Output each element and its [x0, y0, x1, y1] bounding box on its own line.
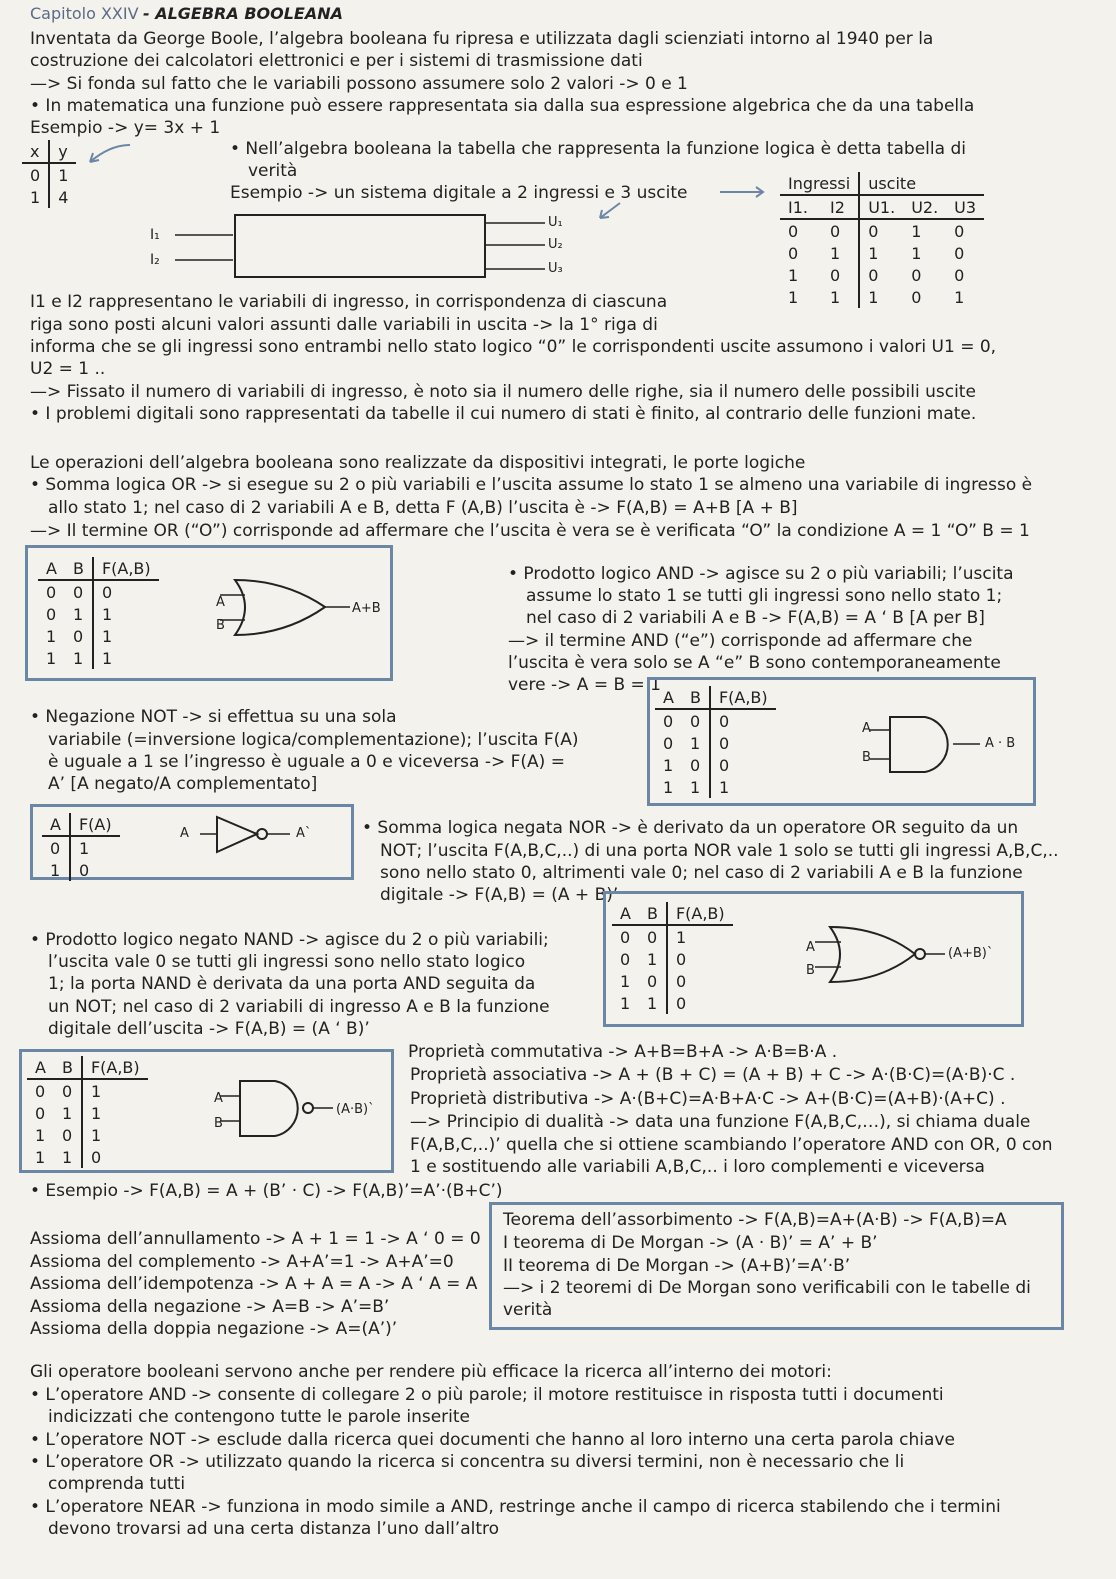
output-label: U₁ — [548, 215, 563, 230]
nand-line-4: un NOT; nel caso di 2 variabili di ingresso A e B la funzione — [48, 997, 550, 1017]
search-line-8: devono trovarsi ad una certa distanza l’uno dall’altro — [48, 1519, 500, 1539]
table-row — [655, 709, 776, 732]
table-cell: 1 — [90, 1081, 102, 1101]
table-row — [780, 219, 984, 242]
table-row — [27, 1079, 148, 1102]
and-line-6: vere -> A = B = 1 — [508, 675, 661, 695]
ops-line-2: • Somma logica OR -> si esegue su 2 o più variabili e l’uscita assume lo stato 1 se almeno una variabile di ingresso è — [30, 475, 1033, 495]
table-cell: 0 — [911, 287, 922, 307]
table-cell: 1 — [663, 755, 674, 775]
not-line-1: • Negazione NOT -> si effettua su una sola — [30, 707, 397, 727]
table-row — [612, 970, 733, 992]
table-cell: 0 — [675, 971, 687, 991]
nor-line-3: sono nello stato 0, altrimenti vale 0; nel caso di 2 variabili A e B la funzione — [380, 863, 1023, 883]
table-cell: 0 — [42, 836, 70, 859]
io-line-6: • I problemi digitali sono rappresentati da tabelle il cui numero di stati è finito, al contrario delle funzioni mate. — [30, 404, 977, 424]
table-cell: 0 — [54, 1124, 82, 1146]
table-cell: 1 — [911, 243, 922, 263]
not-line-3: è uguale a 1 se l’ingresso è uguale a 0 e viceversa -> F(A) = — [48, 752, 565, 772]
table-cell: 0 — [868, 265, 879, 285]
table-cell: 0 — [46, 582, 57, 602]
intro-line-5: Esempio -> y= 3x + 1 — [30, 118, 221, 138]
search-line-7: • L’operatore NEAR -> funziona in modo simile a AND, restringe anche il campo di ricerca stabilendo che i termini — [30, 1497, 1001, 1517]
io-line-2: riga sono posti alcuni valori assunti dalle variabili in uscita -> la 1° riga di — [30, 315, 658, 335]
nor-line-2: NOT; l’uscita F(A,B,C,..) di una porta NOR vale 1 solo se tutti gli ingressi A,B,C,.. — [380, 841, 1059, 861]
table-row — [27, 1124, 148, 1146]
not-gate-icon — [195, 812, 305, 857]
column-header: F(A) — [70, 813, 120, 836]
table-cell: 1 — [54, 1146, 82, 1168]
or-table — [38, 557, 159, 669]
table-cell: 0 — [954, 221, 965, 241]
gate-input-label: B — [216, 618, 225, 633]
not-line-2: variabile (=inversione logica/complementazione); l’uscita F(A) — [48, 730, 579, 750]
table-cell: 0 — [718, 733, 730, 753]
theorem-line-2: I teorema di De Morgan -> (A · B)’ = A’ + B’ — [503, 1233, 878, 1253]
table-cell: 1 — [101, 626, 113, 646]
not-line-4: A’ [A negato/A complementato] — [48, 774, 318, 794]
io-line-3: informa che se gli ingressi sono entrambi nello stato logico “0” le corrispondenti uscite assumono i valori U1 = 0, — [30, 337, 997, 357]
column-header: B — [65, 557, 93, 580]
group-inputs: Ingressi — [780, 172, 859, 195]
table-cell: 0 — [954, 243, 965, 263]
nand-line-1: • Prodotto logico negato NAND -> agisce du 2 o più variabili; — [30, 930, 549, 950]
xy-header: y — [49, 140, 76, 163]
input-label: I₂ — [150, 252, 160, 268]
gate-input-label: A — [180, 826, 189, 841]
table-cell: 0 — [639, 925, 667, 948]
and-line-1: • Prodotto logico AND -> agisce su 2 o più variabili; l’uscita — [508, 564, 1014, 584]
page-title: - ALGEBRA BOOLEANA — [143, 4, 343, 23]
prop-line-4: —> Principio di dualità -> data una funzione F(A,B,C,…), si chiama duale — [410, 1112, 1031, 1132]
table-cell: 1 — [788, 287, 799, 307]
gate-input-label: A — [214, 1091, 223, 1106]
theorem-line-3: II teorema di De Morgan -> (A+B)’=A’·B’ — [503, 1256, 851, 1276]
table-cell: 0 — [718, 711, 730, 731]
column-header: B — [54, 1056, 82, 1079]
nor-line-4: digitale -> F(A,B) = (A + B)’ — [380, 885, 619, 905]
table-cell: 0 — [639, 970, 667, 992]
table-cell: 1 — [90, 1103, 102, 1123]
arrow-icon — [85, 140, 135, 170]
table-cell: 0 — [682, 709, 710, 732]
or-gate-icon — [215, 575, 355, 640]
gate-output-label: A+B — [352, 601, 381, 616]
table-cell: 0 — [788, 243, 799, 263]
nand-line-5: digitale dell’uscita -> F(A,B) = (A ‘ B)’ — [48, 1019, 370, 1039]
table-cell: 0 — [675, 993, 687, 1013]
table-cell: 0 — [65, 625, 93, 647]
truth-line-2: verità — [248, 161, 298, 181]
table-cell: 1 — [682, 732, 710, 754]
table-cell: 0 — [675, 949, 687, 969]
prop-line-3: Proprietà distributiva -> A·(B+C)=A·B+A·C -> A+(B·C)=(A+B)·(A+C) . — [410, 1089, 1006, 1109]
io-truth-table — [780, 172, 984, 308]
gate-input-label: B — [214, 1116, 223, 1131]
gate-input-label: B — [862, 750, 871, 765]
gate-output-label: A · B — [985, 736, 1016, 751]
table-row — [38, 580, 159, 603]
nand-gate-icon — [215, 1076, 345, 1141]
table-cell: 1 — [954, 287, 965, 307]
column-header: F(A,B) — [93, 557, 159, 580]
table-cell: 0 — [101, 582, 113, 602]
output-label: U₃ — [548, 261, 563, 276]
table-cell: 0 — [90, 1147, 102, 1167]
column-header: A — [27, 1056, 54, 1079]
nor-line-1: • Somma logica negata NOR -> è derivato da un operatore OR seguito da un — [362, 818, 1019, 838]
ops-line-4: —> Il termine OR (“O”) corrisponde ad affermare che l’uscita è vera se è verificata “O” la condizione A = 1 “O” B = 1 — [30, 521, 1030, 541]
table-cell: 1 — [54, 1102, 82, 1124]
xy-header: x — [22, 140, 49, 163]
column-header: F(A,B) — [82, 1056, 148, 1079]
table-row — [655, 732, 776, 754]
not-table — [42, 813, 120, 881]
column-header: I1. — [780, 195, 822, 219]
table-cell: 1 — [46, 626, 57, 646]
table-row — [38, 625, 159, 647]
axiom-line-5: Assioma della doppia negazione -> A=(A’)’ — [30, 1319, 398, 1339]
table-row — [42, 836, 120, 859]
ops-line-1: Le operazioni dell’algebra booleana sono realizzate da dispositivi integrati, le porte logiche — [30, 453, 806, 473]
nor-table — [612, 902, 733, 1014]
table-cell: 1 — [35, 1125, 46, 1145]
gate-output-label: (A+B)` — [948, 946, 994, 961]
and-line-5: l’uscita è vera solo se A “e” B sono contemporaneamente — [508, 653, 1001, 673]
table-cell: 1 — [620, 993, 631, 1013]
table-cell: 0 — [46, 604, 57, 624]
nand-table — [27, 1056, 148, 1168]
intro-line-2: costruzione dei calcolatori elettronici e per i sistemi di trasmissione dati — [30, 51, 643, 71]
gate-output-label: A` — [296, 826, 312, 841]
theorem-line-4: —> i 2 teoremi di De Morgan sono verificabili con le tabelle di — [503, 1278, 1031, 1298]
truth-line-3: Esempio -> un sistema digitale a 2 ingressi e 3 uscite — [230, 183, 688, 203]
axiom-line-4: Assioma della negazione -> A=B -> A’=B’ — [30, 1297, 390, 1317]
column-header: F(A,B) — [710, 686, 776, 709]
table-cell: 1 — [639, 948, 667, 970]
table-cell: 1 — [22, 186, 49, 208]
table-row — [42, 859, 120, 881]
table-cell: 1 — [718, 777, 730, 797]
search-line-1: Gli operatore booleani servono anche per rendere più efficace la ricerca all’interno dei motori: — [30, 1362, 832, 1382]
arrow-icon — [718, 185, 768, 199]
table-cell: 0 — [663, 733, 674, 753]
table-cell: 0 — [718, 755, 730, 775]
table-row — [22, 163, 76, 186]
group-outputs: uscite — [859, 172, 984, 195]
table-cell: 1 — [868, 243, 879, 263]
search-line-5: • L’operatore OR -> utilizzato quando la ricerca si concentra su diversi termini, non è necessario che li — [30, 1452, 905, 1472]
table-cell: 1 — [788, 265, 799, 285]
table-row — [780, 242, 984, 264]
table-cell: 0 — [868, 221, 879, 241]
search-line-2: • L’operatore AND -> consente di collegare 2 o più parole; il motore restituisce in risposta tutti i documenti — [30, 1385, 944, 1405]
table-cell: 0 — [822, 264, 859, 286]
table-cell: 1 — [663, 777, 674, 797]
prop-line-2: Proprietà associativa -> A + (B + C) = (A + B) + C -> A·(B·C)=(A·B)·C . — [410, 1065, 1016, 1085]
search-line-6: comprenda tutti — [48, 1474, 186, 1494]
input-label: I₁ — [150, 227, 160, 243]
example-line: • Esempio -> F(A,B) = A + (B’ · C) -> F(A,B)’=A’·(B+C’) — [30, 1181, 503, 1201]
table-row — [655, 776, 776, 798]
column-header: U2. — [903, 195, 946, 219]
table-cell: 0 — [663, 711, 674, 731]
prop-line-1: Proprietà commutativa -> A+B=B+A -> A·B=B·A . — [408, 1042, 838, 1062]
table-cell: 0 — [788, 221, 799, 241]
table-cell: 1 — [639, 992, 667, 1014]
table-cell: 0 — [620, 949, 631, 969]
gate-output-label: (A·B)` — [336, 1102, 375, 1117]
truth-line-1: • Nell’algebra booleana la tabella che rappresenta la funzione logica è detta tabella di — [230, 139, 966, 159]
table-cell: 0 — [22, 163, 49, 186]
table-cell: 1 — [65, 647, 93, 669]
table-row — [612, 992, 733, 1014]
theorem-line-5: verità — [503, 1300, 553, 1320]
column-header: B — [639, 902, 667, 925]
table-cell: 1 — [101, 604, 113, 624]
and-gate-icon — [860, 712, 990, 777]
column-header: A — [42, 813, 70, 836]
table-cell: 1 — [822, 242, 859, 264]
table-cell: 0 — [35, 1081, 46, 1101]
intro-line-4: • In matematica una funzione può essere rappresentata sia dalla sua espressione algebrica che da una tabella — [30, 96, 975, 116]
axiom-line-1: Assioma dell’annullamento -> A + 1 = 1 -> A ‘ 0 = 0 — [30, 1229, 481, 1249]
table-cell: 1 — [78, 838, 90, 858]
axiom-line-3: Assioma dell’idempotenza -> A + A = A -> A ‘ A = A — [30, 1274, 478, 1294]
intro-line-3: —> Si fonda sul fatto che le variabili possono assumere solo 2 valori -> 0 e 1 — [30, 74, 688, 94]
nor-gate-icon — [805, 922, 955, 987]
column-header: U3 — [946, 195, 984, 219]
column-header: A — [38, 557, 65, 580]
intro-line-1: Inventata da George Boole, l’algebra booleana fu ripresa e utilizzata dagli scienziati intorno al 1940 per la — [30, 29, 934, 49]
table-cell: 1 — [911, 221, 922, 241]
column-header: A — [612, 902, 639, 925]
and-line-3: nel caso di 2 variabili A e B -> F(A,B) = A ‘ B [A per B] — [526, 608, 985, 628]
column-header: F(A,B) — [667, 902, 733, 925]
column-header: U1. — [859, 195, 903, 219]
table-cell: 1 — [675, 927, 687, 947]
table-cell: 1 — [682, 776, 710, 798]
column-header: B — [682, 686, 710, 709]
column-header: I2 — [822, 195, 859, 219]
and-line-2: assume lo stato 1 se tutti gli ingressi sono nello stato 1; — [526, 586, 1003, 606]
table-cell: 1 — [58, 165, 69, 185]
gate-input-label: A — [216, 595, 225, 610]
table-row — [655, 754, 776, 776]
table-cell: 1 — [868, 287, 879, 307]
table-cell: 1 — [35, 1147, 46, 1167]
and-line-4: —> il termine AND (“e”) corrisponde ad affermare che — [508, 631, 973, 651]
table-cell: 0 — [682, 754, 710, 776]
table-row — [38, 647, 159, 669]
table-row — [27, 1102, 148, 1124]
table-cell: 1 — [42, 859, 70, 881]
prop-line-5: F(A,B,C,..)’ quella che si ottiene scambiando l’operatore AND con OR, 0 con — [410, 1135, 1053, 1155]
prop-line-6: 1 e sostituendo alle variabili A,B,C,.. i loro complementi e viceversa — [410, 1157, 985, 1177]
gate-input-label: A — [862, 721, 871, 736]
io-line-5: —> Fissato il numero di variabili di ingresso, è noto sia il numero delle righe, sia il numero delle possibili uscite — [30, 382, 976, 402]
chapter-label: Capitolo XXIV — [30, 4, 139, 23]
search-line-4: • L’operatore NOT -> esclude dalla ricerca quei documenti che hanno al loro interno una certa parola chiave — [30, 1430, 955, 1450]
theorem-line-1: Teorema dell’assorbimento -> F(A,B)=A+(A·B) -> F(A,B)=A — [503, 1210, 1007, 1230]
gate-input-label: B — [806, 963, 815, 978]
table-cell: 0 — [911, 265, 922, 285]
digital-system-diagram — [145, 210, 585, 285]
and-table — [655, 686, 776, 798]
table-row — [612, 948, 733, 970]
xy-table — [22, 140, 76, 208]
table-row — [38, 603, 159, 625]
table-cell: 1 — [65, 603, 93, 625]
axiom-line-2: Assioma del complemento -> A+A’=1 -> A+A’=0 — [30, 1252, 454, 1272]
io-line-4: U2 = 1 .. — [30, 359, 106, 379]
table-cell: 4 — [58, 187, 69, 207]
ops-line-3: allo stato 1; nel caso di 2 variabili A e B, detta F (A,B) l’uscita è -> F(A,B) = A+B [A + B] — [48, 498, 798, 518]
table-cell: 0 — [65, 580, 93, 603]
table-cell: 0 — [620, 927, 631, 947]
table-row — [780, 286, 984, 308]
table-cell: 1 — [46, 648, 57, 668]
io-line-1: I1 e I2 rappresentano le variabili di ingresso, in corrispondenza di ciascuna — [30, 292, 668, 312]
table-cell: 0 — [78, 860, 90, 880]
table-row — [22, 186, 76, 208]
table-cell: 0 — [822, 219, 859, 242]
gate-input-label: A — [806, 940, 815, 955]
table-cell: 0 — [35, 1103, 46, 1123]
output-label: U₂ — [548, 237, 563, 252]
table-row — [780, 264, 984, 286]
table-row — [27, 1146, 148, 1168]
search-line-3: indicizzati che contengono tutte le parole inserite — [48, 1407, 470, 1427]
table-cell: 1 — [620, 971, 631, 991]
nand-line-2: l’uscita vale 0 se tutti gli ingressi sono nello stato logico — [48, 952, 526, 972]
table-cell: 1 — [90, 1125, 102, 1145]
arrow-icon — [595, 200, 625, 222]
nand-line-3: 1; la porta NAND è derivata da una porta AND seguita da — [48, 974, 536, 994]
table-cell: 1 — [822, 286, 859, 308]
table-cell: 0 — [954, 265, 965, 285]
table-cell: 1 — [101, 648, 113, 668]
table-row — [612, 925, 733, 948]
table-cell: 0 — [54, 1079, 82, 1102]
column-header: A — [655, 686, 682, 709]
